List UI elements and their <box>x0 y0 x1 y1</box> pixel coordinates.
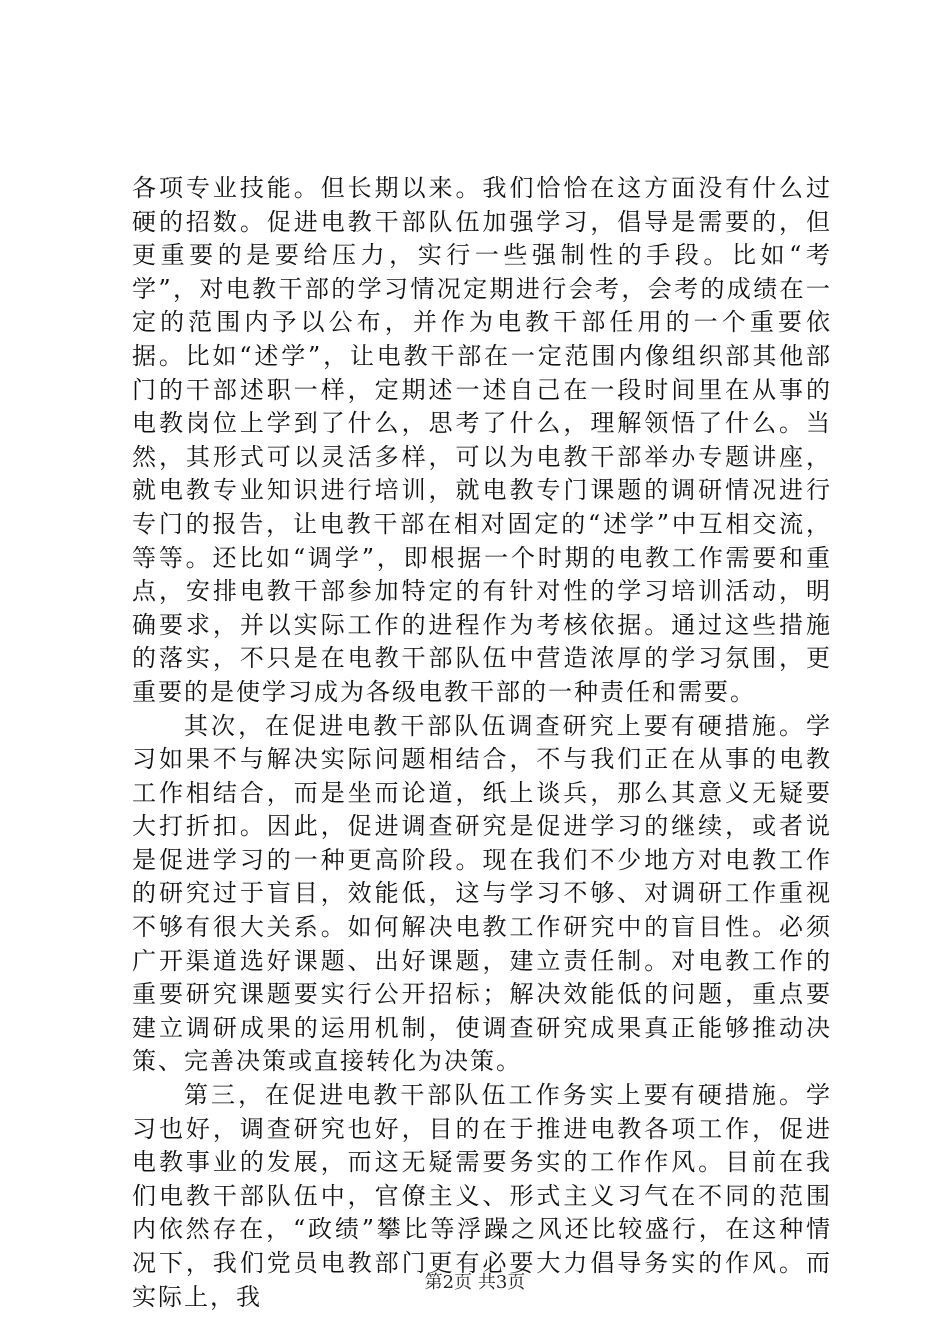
page-number-footer: 第2页 共3页 <box>424 1272 526 1293</box>
paragraph-3: 第三，在促进电教干部队伍工作务实上要有硬措施。学习也好，调查研究也好，目的在于推进电教各项工作，促进电教事业的发展，而这无疑需要务实的工作作风。目前在我们电教干部队伍中，官僚主义、形式主义习气在不同的范围内依然存在，“政绩”攀比等浮躁之风还比较盛行，在这种情况下，我们党员电教部门更有必要大力倡导务实的作风。而实际上，我 <box>132 1081 832 1311</box>
paragraph-2: 其次，在促进电教干部队伍调查研究上要有硬措施。学习如果不与解决实际问题相结合，不与我们正在从事的电教工作相结合，而是坐而论道，纸上谈兵，那么其意义无疑要大打折扣。因此，促进调查研究是促进学习的继续，或者说是促进学习的一种更高阶段。现在我们不少地方对电教工作的研究过于盲目，效能低，这与学习不够、对调研工作重视不够有很大关系。如何解决电教工作研究中的盲目性。必须广开渠道选好课题、出好课题，建立责任制。对电教工作的重要研究课题要实行公开招标；解决效能低的问题，重点要建立调研成果的运用机制，使调查研究成果真正能够推动决策、完善决策或直接转化为决策。 <box>132 711 832 1076</box>
paragraph-1: 各项专业技能。但长期以来。我们恰恰在这方面没有什么过硬的招数。促进电教干部队伍加强学习，倡导是需要的，但更重要的是要给压力，实行一些强制性的手段。比如“考学”，对电教干部的学习情况定期进行会考，会考的成绩在一定的范围内予以公布，并作为电教干部任用的一个重要依据。比如“述学”，让电教干部在一定范围内像组织部其他部门的干部述职一样，定期述一述自己在一段时间里在从事的电教岗位上学到了什么，思考了什么，理解领悟了什么。当然，其形式可以灵活多样，可以为电教干部举办专题讲座，就电教专业知识进行培训，就电教专门课题的调研情况进行专门的报告，让电教干部在相对固定的“述学”中互相交流，等等。还比如“调学”，即根据一个时期的电教工作需要和重点，安排电教干部参加特定的有针对性的学习培训活动，明确要求，并以实际工作的进程作为考核依据。通过这些措施的落实，不只是在电教干部队伍中营造浓厚的学习氛围，更重要的是使学习成为各级电教干部的一种责任和需要。 <box>132 174 832 706</box>
document-body <box>132 172 832 1314</box>
